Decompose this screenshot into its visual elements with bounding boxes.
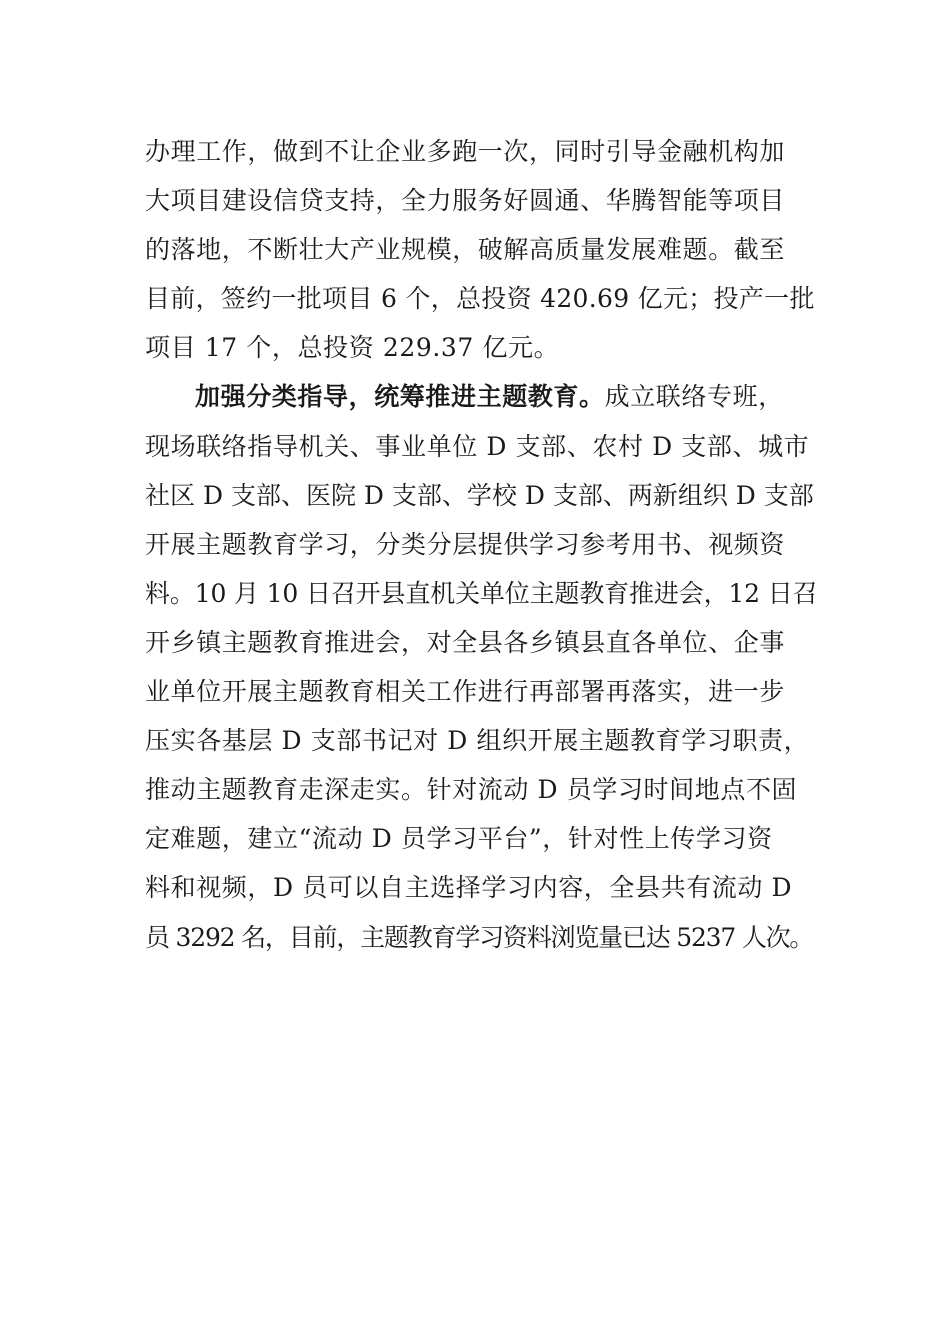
- text-line-first: [145, 372, 817, 421]
- text-line: 料和视频，D 员可以自主选择学习内容，全县共有流动 D: [145, 873, 793, 903]
- text-line: 业单位开展主题教育相关工作进行再部署再落实，进一步: [145, 677, 786, 707]
- heading-line-rest: 成立联络专班，: [604, 382, 784, 412]
- text-line: 现场联络指导机关、事业单位 D 支部、农村 D 支部、城市: [145, 431, 810, 461]
- text-line: 办理工作，做到不让企业多跑一次，同时引导金融机构加: [145, 137, 786, 166]
- text-line: 开展主题教育学习，分类分层提供学习参考用书、视频资: [145, 529, 786, 559]
- paragraph-heading: 加强分类指导，统筹推进主题教育。: [195, 382, 605, 412]
- paragraph-theme-education: [145, 372, 817, 961]
- text-line: 推动主题教育走深走实。针对流动 D 员学习时间地点不固: [145, 775, 798, 805]
- text-line: 开乡镇主题教育推进会，对全县各乡镇县直各单位、企事: [145, 627, 786, 657]
- text-line: 定难题，建立“流动 D 员学习平台”，针对性上传学习资: [145, 824, 773, 854]
- text-line: 目前，签约一批项目 6 个，总投资 420.69 亿元；投产一批: [145, 284, 815, 314]
- paragraph-project-investment: [145, 127, 817, 372]
- text-line: 项目 17 个，总投资 229.37 亿元。: [145, 333, 560, 363]
- document-body: [145, 127, 817, 962]
- text-line: 料。10 月 10 日召开县直机关单位主题教育推进会，12 日召: [145, 578, 818, 608]
- text-line: 员 3292 名，目前，主题教育学习资料浏览量已达 5237 人次。: [145, 922, 814, 952]
- text-line: 的落地，不断壮大产业规模，破解高质量发展难题。截至: [145, 235, 786, 265]
- text-line: 大项目建设信贷支持，全力服务好圆通、华腾智能等项目: [145, 186, 786, 216]
- text-line: 压实各基层 D 支部书记对 D 组织开展主题教育学习职责，: [145, 726, 810, 756]
- text-line: 社区 D 支部、医院 D 支部、学校 D 支部、两新组织 D 支部: [145, 480, 814, 510]
